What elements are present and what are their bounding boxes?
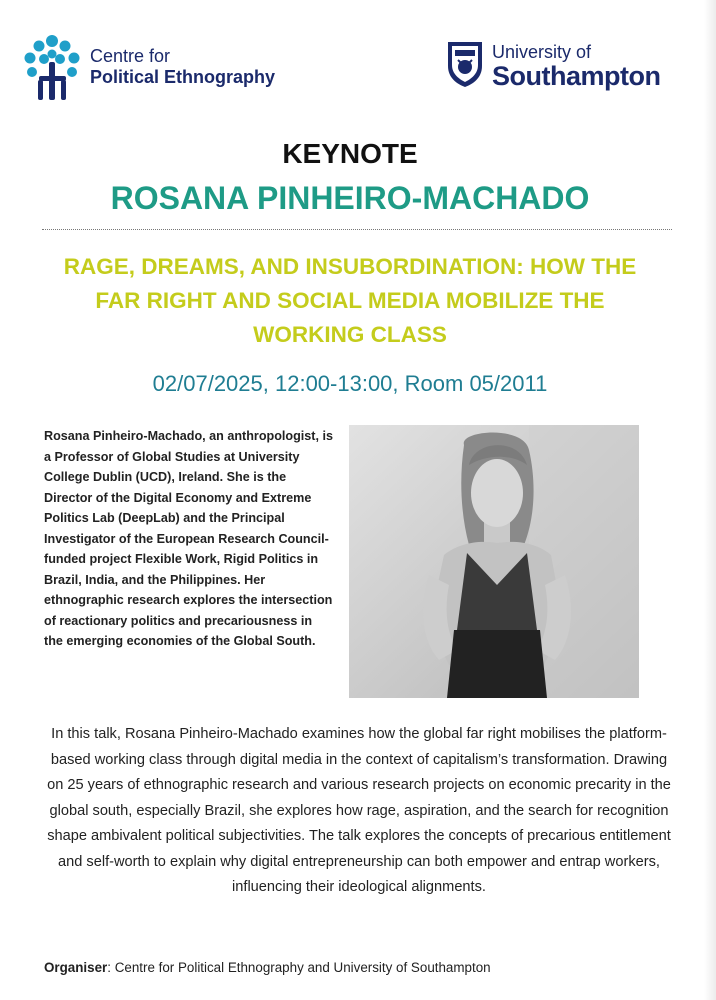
organiser-line — [44, 960, 684, 975]
dotted-divider — [42, 229, 672, 230]
page-edge-shadow — [704, 0, 716, 1000]
organiser-text: : Centre for Political Ethnography and University of Southampton — [107, 960, 491, 975]
uos-logo — [446, 38, 676, 98]
uos-logo-line2: Southampton — [492, 61, 661, 91]
date-time-room: 02/07/2025, 12:00-13:00, Room 05/2011 — [152, 371, 548, 396]
cpe-tree-icon — [22, 32, 82, 102]
organiser-label: Organiser — [44, 960, 108, 975]
cpe-logo-line1: Centre for — [90, 46, 171, 66]
speaker-portrait-image — [349, 425, 639, 698]
uos-crest-icon — [446, 40, 484, 88]
talk-title: RAGE, DREAMS, AND INSUBORDINATION: HOW THE FAR RIGHT AND SOCIAL MEDIA MOBILIZE THE WORKING CLASS — [63, 254, 637, 347]
event-kind: KEYNOTE — [282, 138, 418, 169]
speaker-bio: Rosana Pinheiro-Machado, an anthropologist, is a Professor of Global Studies at University College Dublin (UCD), Ireland. She is the Director of the Digital Economy and Extreme Politics Lab (DeepLab) and the Principal Investigator of the European Research Council- funded project Flexible Work, Rigid Politics in Brazil, India, and the Philippines. Her ethnographic research explores the intersection of reactionary politics and precariousness in the emerging economies of the Global South. — [44, 429, 333, 648]
cpe-logo — [22, 32, 322, 104]
uos-logo-line1: University of — [492, 42, 592, 62]
talk-abstract: In this talk, Rosana Pinheiro-Machado examines how the global far right mobilises the platform-based working class through digital media in the context of capitalism’s transformation. Drawing on 25 years of ethnographic research and various research projects on economic precarity in the global south, especially Brazil, she explores how rage, aspiration, and the search for recognition shape ambivalent political subjectivities. The talk explores the concepts of precarious entitlement and self-worth to explain why digital entrepreneurship can both empower and entrap workers, influencing their ideological alignments. — [47, 726, 671, 895]
speaker-name: ROSANA PINHEIRO-MACHADO — [110, 180, 590, 216]
speaker-photo — [349, 425, 639, 698]
cpe-logo-line2: Political Ethnography — [90, 67, 276, 87]
